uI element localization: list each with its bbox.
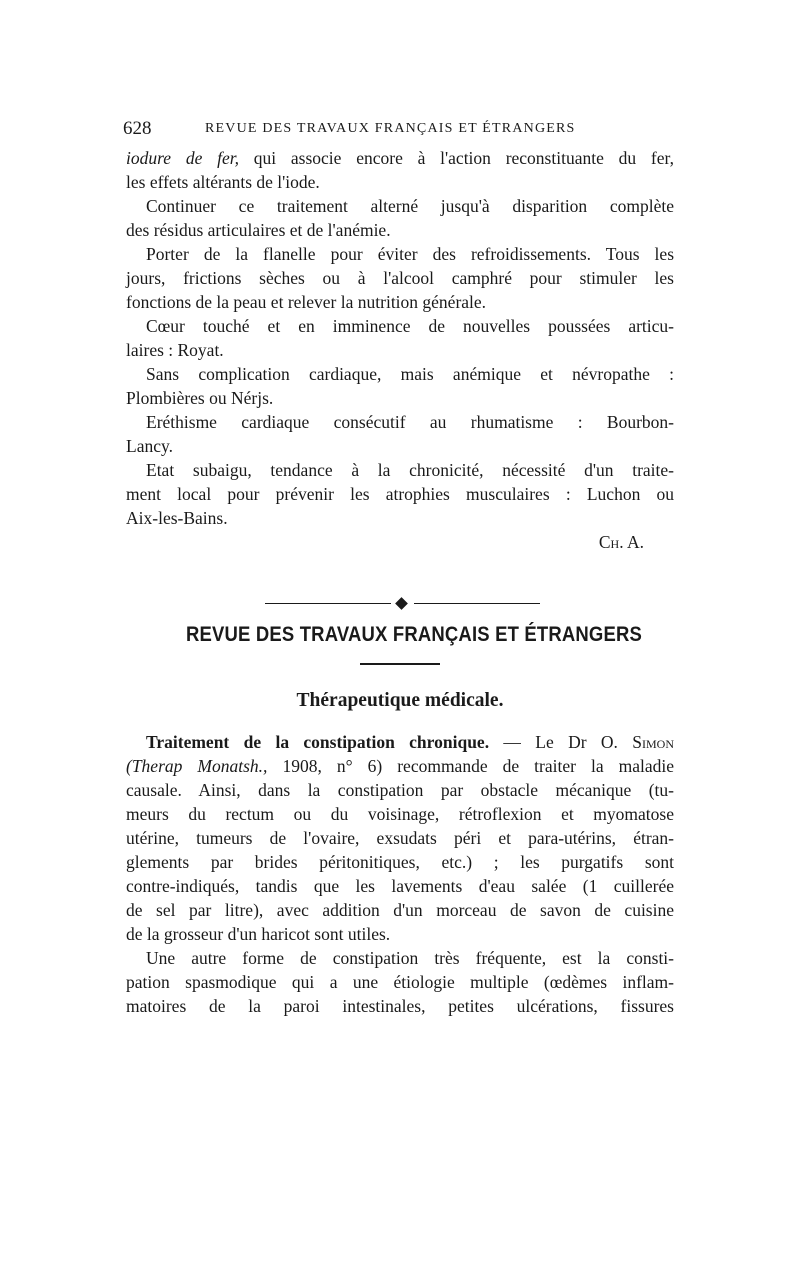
text-line: jours, frictions sèches ou à l'alcool camphré pour stimuler les: [126, 268, 674, 288]
text-line: Etat subaigu, tendance à la chronicité, nécessité d'un traite-: [146, 460, 674, 480]
text-line: de la grosseur d'un haricot sont utiles.: [126, 924, 391, 944]
text-line: Porter de la flanelle pour éviter des refroidissements. Tous les: [146, 244, 674, 264]
text-line: Cœur touché et en imminence de nouvelles poussées articu-: [146, 316, 674, 336]
text-line: ment local pour prévenir les atrophies musculaires : Luchon ou: [126, 484, 674, 504]
signature: Ch. A.: [598, 532, 644, 552]
continued-text: [126, 146, 674, 554]
text-line: Lancy.: [126, 436, 173, 456]
text-line: [126, 146, 674, 170]
text-line: meurs du rectum ou du voisinage, rétroflexion et myomatose: [126, 804, 674, 824]
text-line: Une autre forme de constipation très fréquente, est la consti-: [146, 948, 674, 968]
article-title: Traitement de la constipation chronique.: [146, 732, 490, 752]
text-line: de sel par litre), avec addition d'un morceau de savon de cuisine: [126, 900, 674, 920]
journal-name: (Therap Monatsh.,: [126, 756, 268, 776]
text-line: [126, 730, 674, 754]
text-line: laires : Royat.: [126, 340, 224, 360]
section-rule: [360, 663, 440, 665]
text-line: pation spasmodique qui a une étiologie multiple (œdèmes inflam-: [126, 972, 674, 992]
text-line: contre-indiqués, tandis que les lavements d'eau salée (1 cuillerée: [126, 876, 674, 896]
author-name: Simon: [632, 732, 674, 752]
diamond-ornament-icon: [395, 597, 408, 610]
text-span: qui associe encore à l'action reconstituante du fer,: [238, 148, 674, 168]
text-line: Sans complication cardiaque, mais anémique et névropathe :: [146, 364, 674, 384]
section-title: REVUE DES TRAVAUX FRANÇAIS ET ÉTRANGERS: [186, 622, 642, 646]
text-line: Plombières ou Nérjs.: [126, 388, 274, 408]
text-line: Aix-les-Bains.: [126, 508, 228, 528]
text-line: [126, 754, 674, 778]
text-line: glements par brides péritonitiques, etc.) ; les purgatifs sont: [126, 852, 674, 872]
text-line: causale. Ainsi, dans la constipation par obstacle mécanique (tu-: [126, 780, 674, 800]
text-line: matoires de la paroi intestinales, petites ulcérations, fissures: [126, 996, 674, 1016]
text-line: utérine, tumeurs de l'ovaire, exsudats péri et para-utérins, étran-: [126, 828, 674, 848]
text-line: fonctions de la peau et relever la nutrition générale.: [126, 292, 487, 312]
ornamental-divider: [265, 597, 540, 611]
divider-rule-right: [414, 603, 540, 604]
running-head: [123, 118, 683, 142]
text-line: des résidus articulaires et de l'anémie.: [126, 220, 391, 240]
text-line: Eréthisme cardiaque consécutif au rhumatisme : Bourbon-: [146, 412, 674, 432]
running-title: REVUE DES TRAVAUX FRANÇAIS ET ÉTRANGERS: [205, 121, 576, 136]
subsection-title: Thérapeutique médicale.: [296, 690, 504, 711]
text-line: Continuer ce traitement alterné jusqu'à disparition complète: [146, 196, 674, 216]
text-span: 1908, n° 6) recommande de traiter la maladie: [267, 756, 674, 776]
text-span: — Le Dr O.: [489, 732, 633, 752]
page-number: 628: [123, 118, 152, 139]
divider-rule-left: [265, 603, 391, 604]
text-line: les effets altérants de l'iode.: [126, 172, 320, 192]
article-text: [126, 730, 674, 1018]
text-italic: iodure de fer,: [126, 148, 239, 168]
